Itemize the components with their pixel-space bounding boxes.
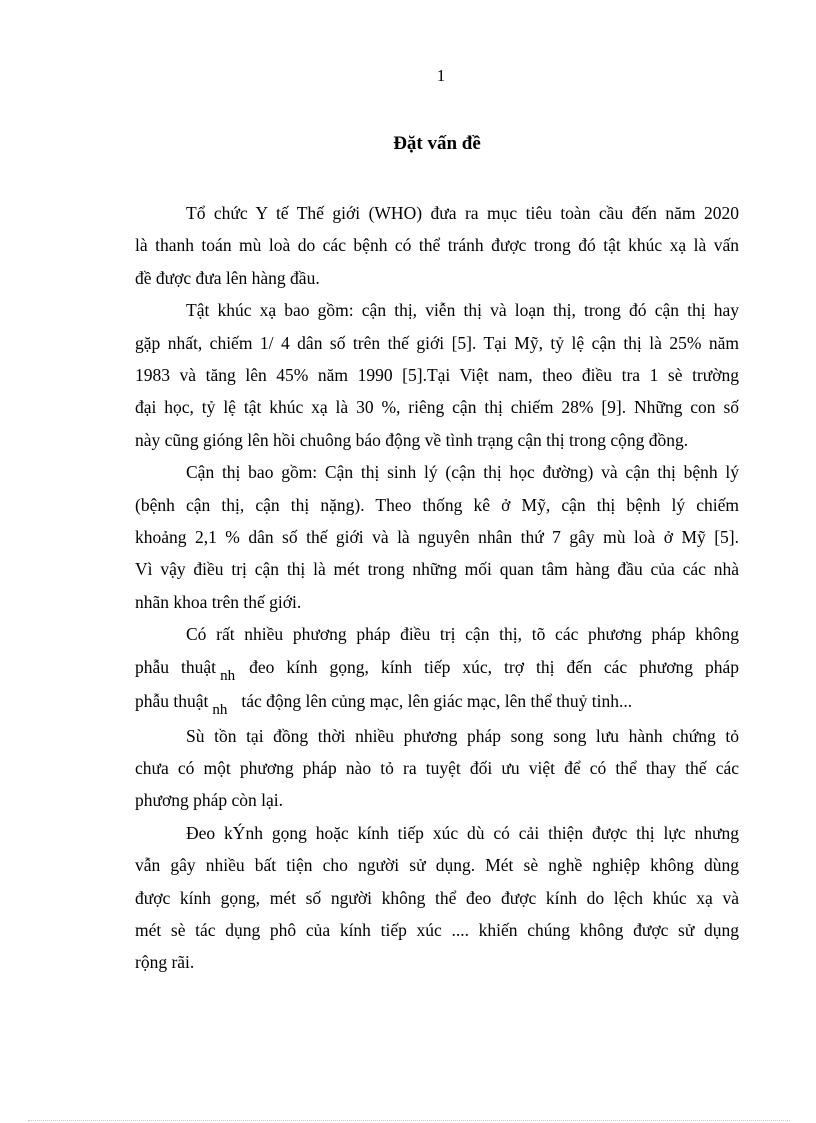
paragraph-3 bbox=[135, 456, 739, 618]
text-line: vẫn gây nhiều bất tiện cho người sử dụng. Mét sè nghề nghiệp không dùng bbox=[135, 855, 739, 876]
document-body bbox=[135, 197, 739, 979]
inline-fragment: nh bbox=[220, 667, 236, 684]
text-line: phương pháp còn lại. bbox=[135, 790, 284, 811]
text-fragment: phẫu thuật bbox=[135, 656, 217, 677]
paragraph-4 bbox=[135, 618, 739, 719]
page-title: Đặt vấn đề bbox=[393, 133, 481, 154]
text-fragment: tác động lên củng mạc, lên giác mạc, lên thể thuỷ tinh... bbox=[241, 691, 633, 712]
text-line: Sù tồn tại đồng thời nhiều phương pháp song song lưu hành chứng tỏ bbox=[186, 725, 739, 746]
text-line: là thanh toán mù loà do các bệnh có thể tránh được trong đó tật khúc xạ là vấn bbox=[135, 235, 739, 256]
text-line: gặp nhất, chiếm 1/ 4 dân số trên thế giới [5]. Tại Mỹ, tỷ lệ cận thị là 25% năm bbox=[135, 332, 739, 353]
paragraph-6 bbox=[135, 817, 739, 979]
text-line: chưa có một phương pháp nào tỏ ra tuyệt đối ưu việt để có thể thay thế các bbox=[135, 757, 739, 778]
text-line: Cận thị bao gồm: Cận thị sinh lý (cận thị học đường) và cận thị bệnh lý bbox=[186, 462, 739, 483]
inline-fragment: nh bbox=[212, 702, 228, 719]
text-line: Có rất nhiều phương pháp điều trị cận thị, tõ các phương pháp không bbox=[186, 624, 739, 645]
text-line: khoảng 2,1 % dân số thế giới và là nguyên nhân thứ 7 gây mù loà ở Mỹ [5]. bbox=[135, 527, 739, 548]
page-number: 1 bbox=[436, 66, 446, 85]
paragraph-5 bbox=[135, 720, 739, 817]
text-fragment: phẫu thuật bbox=[135, 691, 209, 712]
text-line bbox=[135, 651, 739, 685]
paragraph-2 bbox=[135, 294, 739, 456]
text-line: này cũng gióng lên hồi chuông báo động về tình trạng cận thị trong cộng đồng. bbox=[135, 429, 689, 450]
text-line: mét sè tác dụng phô của kính tiếp xúc .... khiến chúng không được sử dụng bbox=[135, 919, 739, 940]
page-bottom-divider bbox=[28, 1120, 790, 1121]
text-line: đại học, tỷ lệ tật khúc xạ là 30 %, riêng cận thị chiếm 28% [9]. Những con số bbox=[135, 397, 739, 418]
text-line: rộng rãi. bbox=[135, 952, 195, 973]
text-line: đề được đưa lên hàng đầu. bbox=[135, 267, 320, 288]
text-fragment: đeo kính gọng, kính tiếp xúc, trợ thị đến các phương pháp bbox=[249, 656, 740, 677]
text-line: (bệnh cận thị, cận thị nặng). Theo thống kê ở Mỹ, cận thị bệnh lý chiếm bbox=[135, 494, 739, 515]
text-line: Vì vậy điều trị cận thị là mét trong những mối quan tâm hàng đầu của các nhà bbox=[135, 559, 739, 580]
text-line: được kính gọng, mét số người không thể đeo được kính do lệch khúc xạ và bbox=[135, 887, 739, 908]
text-line: nhãn khoa trên thế giới. bbox=[135, 591, 302, 612]
paragraph-1 bbox=[135, 197, 739, 294]
text-line: Tổ chức Y tế Thế giới (WHO) đưa ra mục tiêu toàn cầu đến năm 2020 bbox=[186, 203, 739, 223]
text-line: Tật khúc xạ bao gồm: cận thị, viễn thị và loạn thị, trong đó cận thị hay bbox=[186, 300, 739, 321]
text-line: Đeo kÝnh gọng hoặc kính tiếp xúc dù có cải thiện được thị lực nhưng bbox=[186, 822, 739, 843]
text-line: 1983 và tăng lên 45% năm 1990 [5].Tại Việt nam, theo điều tra 1 sè trường bbox=[135, 365, 739, 386]
